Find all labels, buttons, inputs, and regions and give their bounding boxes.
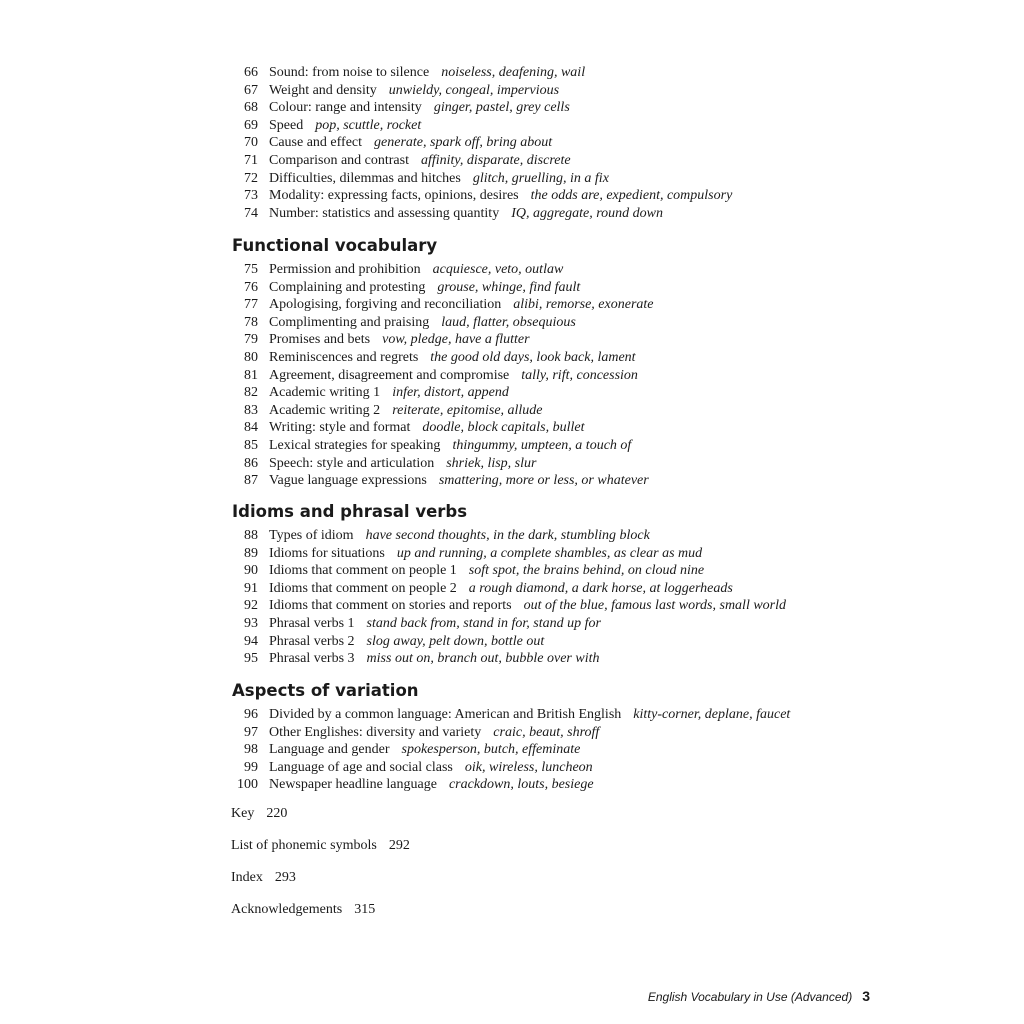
unit-number: 72	[244, 170, 258, 186]
unit-examples: generate, spark off, bring about	[374, 135, 553, 151]
unit-examples: out of the blue, famous last words, small world	[523, 598, 787, 614]
back-matter-index	[231, 870, 296, 886]
unit-examples: IQ, aggregate, round down	[511, 205, 663, 221]
page-number: 315	[354, 902, 376, 917]
unit-title: Language and gender	[269, 742, 390, 758]
unit-title: Divided by a common language: American and British English	[269, 707, 622, 722]
unit-title: Apologising, forgiving and reconciliation	[269, 297, 502, 313]
unit-title: Language of age and social class	[269, 759, 453, 775]
unit-examples: infer, distort, append	[392, 385, 509, 401]
unit-title: Speech: style and articulation	[269, 455, 435, 471]
unit-examples: doodle, block capitals, bullet	[422, 420, 585, 436]
unit-entry	[232, 205, 732, 223]
unit-title: Sound: from noise to silence	[269, 65, 430, 80]
unit-title: Idioms that comment on people 1	[269, 563, 457, 579]
page-footer	[648, 988, 870, 1004]
unit-examples: up and running, a complete shambles, as clear as mud	[396, 545, 703, 561]
unit-title: Idioms that comment on stories and reports	[269, 598, 512, 614]
unit-entry	[232, 437, 654, 455]
unit-examples: soft spot, the brains behind, on cloud nine	[468, 563, 705, 579]
unit-number: 99	[244, 759, 258, 775]
unit-entry	[232, 170, 732, 188]
unit-entry	[232, 741, 790, 759]
unit-number: 88	[244, 528, 258, 543]
unit-entry	[232, 706, 790, 724]
back-matter-phonemic	[231, 838, 410, 854]
entry-title: Acknowledgements	[231, 902, 343, 917]
unit-number: 89	[244, 545, 258, 561]
unit-number: 69	[244, 117, 258, 133]
unit-examples: stand back from, stand in for, stand up for	[366, 615, 601, 631]
unit-title: Other Englishes: diversity and variety	[269, 724, 482, 740]
unit-entry	[232, 724, 790, 742]
unit-number: 73	[244, 188, 258, 204]
section-heading: Idioms and phrasal verbs	[232, 502, 468, 521]
unit-number: 84	[244, 420, 258, 436]
unit-entry	[232, 402, 654, 420]
unit-examples: noiseless, deafening, wail	[441, 65, 586, 80]
unit-number: 100	[237, 777, 258, 793]
unit-entry	[232, 82, 732, 100]
section-heading: Functional vocabulary	[232, 236, 438, 255]
unit-number: 94	[244, 633, 258, 649]
unit-number: 79	[244, 332, 258, 348]
unit-entry	[232, 117, 732, 135]
page-number: 3	[862, 988, 870, 1004]
page-number: 220	[266, 806, 288, 821]
unit-examples: reiterate, epitomise, allude	[392, 402, 543, 418]
unit-entry	[232, 261, 654, 279]
unit-number: 77	[244, 297, 258, 313]
unit-title: Newspaper headline language	[269, 777, 437, 793]
unit-number: 74	[244, 205, 258, 221]
unit-number: 67	[244, 82, 258, 98]
book-title: English Vocabulary in Use (Advanced)	[647, 990, 853, 1004]
unit-title: Number: statistics and assessing quantity	[269, 205, 500, 221]
entry-title: Key	[231, 806, 255, 821]
unit-number: 83	[244, 402, 258, 418]
unit-examples: oik, wireless, luncheon	[464, 759, 593, 775]
unit-entry	[232, 615, 786, 633]
unit-title: Comparison and contrast	[269, 152, 409, 168]
unit-number: 87	[244, 473, 258, 489]
unit-entry	[232, 331, 654, 349]
unit-number: 75	[244, 262, 258, 277]
unit-title: Phrasal verbs 1	[269, 615, 355, 631]
unit-title: Vague language expressions	[269, 473, 427, 489]
unit-entry	[232, 562, 786, 580]
unit-number: 66	[244, 65, 258, 80]
unit-number: 71	[244, 152, 258, 168]
unit-examples: the good old days, look back, lament	[430, 349, 636, 365]
unit-title: Phrasal verbs 3	[269, 651, 355, 667]
unit-entry	[232, 367, 654, 385]
contents-list-functional	[232, 261, 654, 490]
unit-entry	[232, 759, 790, 777]
unit-title: Promises and bets	[269, 332, 371, 348]
unit-number: 96	[244, 707, 258, 722]
entry-title: List of phonemic symbols	[231, 838, 377, 853]
unit-examples: craic, beaut, shroff	[493, 724, 600, 740]
unit-entry	[232, 776, 790, 794]
unit-number: 86	[244, 455, 258, 471]
unit-title: Writing: style and format	[269, 420, 411, 436]
unit-number: 92	[244, 598, 258, 614]
unit-entry	[232, 384, 654, 402]
unit-title: Types of idiom	[269, 528, 354, 543]
unit-examples: alibi, remorse, exonerate	[513, 297, 654, 313]
unit-number: 98	[244, 742, 258, 758]
unit-entry	[232, 545, 786, 563]
unit-title: Colour: range and intensity	[269, 100, 422, 116]
back-matter-acknowledgements	[231, 902, 375, 918]
unit-title: Reminiscences and regrets	[269, 349, 419, 365]
unit-title: Academic writing 2	[269, 402, 381, 418]
unit-title: Idioms for situations	[269, 545, 385, 561]
unit-number: 91	[244, 580, 258, 596]
unit-examples: acquiesce, veto, outlaw	[432, 262, 564, 277]
unit-examples: unwieldy, congeal, impervious	[388, 82, 560, 98]
unit-entry	[232, 152, 732, 170]
unit-entry	[232, 527, 786, 545]
unit-title: Academic writing 1	[269, 385, 381, 401]
unit-entry	[232, 349, 654, 367]
unit-title: Agreement, disagreement and compromise	[269, 367, 510, 383]
unit-number: 68	[244, 100, 258, 116]
section-heading: Aspects of variation	[232, 681, 419, 700]
unit-entry	[232, 472, 654, 490]
unit-examples: have second thoughts, in the dark, stumbling block	[365, 528, 650, 543]
unit-examples: vow, pledge, have a flutter	[382, 332, 530, 348]
unit-title: Complimenting and praising	[269, 314, 430, 330]
page-number: 292	[388, 838, 410, 853]
unit-entry	[232, 455, 654, 473]
unit-title: Idioms that comment on people 2	[269, 580, 457, 596]
entry-title: Index	[231, 870, 263, 885]
unit-number: 78	[244, 314, 258, 330]
unit-number: 76	[244, 279, 258, 295]
unit-examples: miss out on, branch out, bubble over with	[366, 651, 600, 667]
unit-entry	[232, 650, 786, 668]
unit-number: 95	[244, 651, 258, 667]
unit-number: 97	[244, 724, 258, 740]
unit-title: Permission and prohibition	[269, 262, 421, 277]
unit-number: 82	[244, 385, 258, 401]
unit-title: Complaining and protesting	[269, 279, 426, 295]
unit-number: 81	[244, 367, 258, 383]
unit-title: Modality: expressing facts, opinions, desires	[269, 188, 519, 204]
unit-examples: slog away, pelt down, bottle out	[366, 633, 545, 649]
unit-examples: shriek, lisp, slur	[446, 455, 537, 471]
back-matter-key	[231, 806, 287, 822]
unit-examples: glitch, gruelling, in a fix	[472, 170, 609, 186]
unit-title: Speed	[269, 117, 304, 133]
contents-list-66-74	[232, 64, 732, 222]
unit-title: Weight and density	[269, 82, 377, 98]
unit-examples: crackdown, louts, besiege	[448, 777, 594, 793]
unit-entry	[232, 187, 732, 205]
unit-examples: the odds are, expedient, compulsory	[530, 188, 733, 204]
unit-title: Cause and effect	[269, 135, 363, 151]
unit-examples: ginger, pastel, grey cells	[433, 100, 570, 116]
unit-number: 70	[244, 135, 258, 151]
contents-list-idioms	[232, 527, 786, 668]
unit-entry	[232, 314, 654, 332]
unit-number: 93	[244, 615, 258, 631]
unit-entry	[232, 279, 654, 297]
unit-examples: affinity, disparate, discrete	[420, 152, 571, 168]
unit-entry	[232, 99, 732, 117]
unit-entry	[232, 597, 786, 615]
contents-list-variation	[232, 706, 790, 794]
unit-examples: thingummy, umpteen, a touch of	[452, 437, 632, 453]
unit-entry	[232, 419, 654, 437]
unit-examples: spokesperson, butch, effeminate	[401, 742, 581, 758]
unit-examples: grouse, whinge, find fault	[437, 279, 581, 295]
unit-entry	[232, 580, 786, 598]
unit-number: 90	[244, 563, 258, 579]
unit-title: Phrasal verbs 2	[269, 633, 355, 649]
unit-title: Lexical strategies for speaking	[269, 437, 441, 453]
unit-number: 85	[244, 437, 258, 453]
unit-entry	[232, 633, 786, 651]
unit-entry	[232, 134, 732, 152]
unit-examples: pop, scuttle, rocket	[315, 117, 422, 133]
unit-examples: a rough diamond, a dark horse, at loggerheads	[468, 580, 733, 596]
unit-examples: kitty-corner, deplane, faucet	[633, 707, 791, 722]
unit-number: 80	[244, 349, 258, 365]
page-number: 293	[274, 870, 296, 885]
unit-examples: tally, rift, concession	[521, 367, 638, 383]
unit-title: Difficulties, dilemmas and hitches	[269, 170, 461, 186]
unit-entry	[232, 64, 732, 82]
unit-examples: laud, flatter, obsequious	[441, 314, 576, 330]
unit-entry	[232, 296, 654, 314]
unit-examples: smattering, more or less, or whatever	[438, 473, 649, 489]
